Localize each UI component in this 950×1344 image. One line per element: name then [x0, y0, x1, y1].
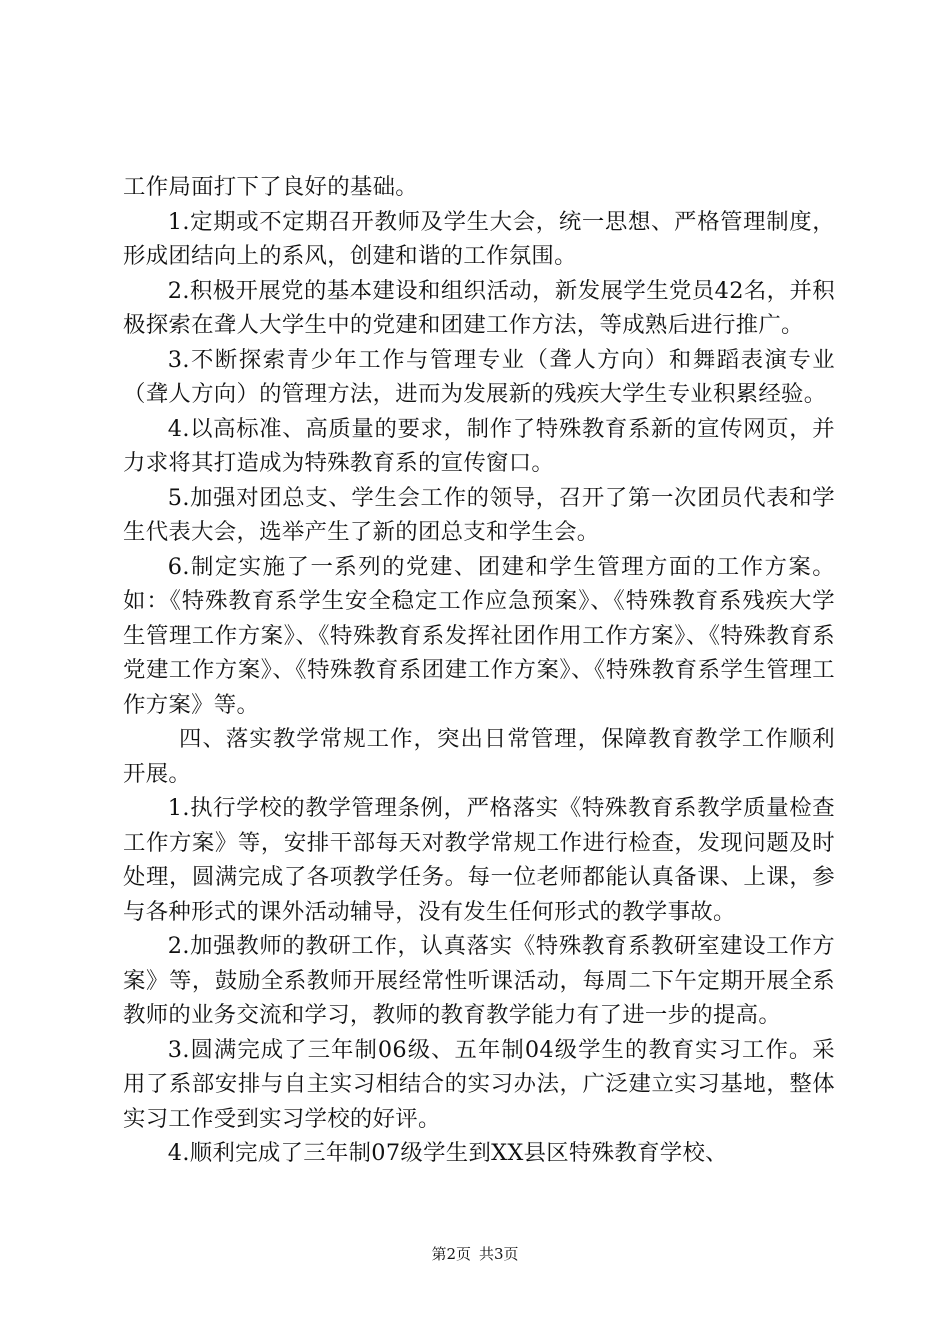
- paragraph-item-4: 4.以高标准、高质量的要求，制作了特殊教育系新的宣传网页，并力求将其打造成为特殊教育系的宣传窗口。: [123, 415, 835, 476]
- page-total: 共3页: [479, 1245, 519, 1263]
- paragraph-teaching-2: 2.加强教师的教研工作，认真落实《特殊教育系教研室建设工作方案》等，鼓励全系教师开展经常性听课活动，每周二下午定期开展全系教师的业务交流和学习，教师的教育教学能力有了进一步的提高。: [123, 933, 835, 1028]
- page-number: 第2页: [431, 1245, 471, 1263]
- document-body: [123, 170, 835, 1171]
- page-footer: [0, 1244, 950, 1264]
- paragraph-teaching-1: 1.执行学校的教学管理条例，严格落实《特殊教育系教学质量检查工作方案》等，安排干部每天对教学常规工作进行检查，发现问题及时处理，圆满完成了各项教学任务。每一位老师都能认真备课、上课，参与各种形式的课外活动辅导，没有发生任何形式的教学事故。: [123, 795, 835, 925]
- paragraph-item-1: 1.定期或不定期召开教师及学生大会，统一思想、严格管理制度，形成团结向上的系风，创建和谐的工作氛围。: [123, 208, 835, 269]
- paragraph-teaching-3: 3.圆满完成了三年制06级、五年制04级学生的教育实习工作。采用了系部安排与自主实习相结合的实习办法，广泛建立实习基地，整体实习工作受到实习学校的好评。: [123, 1036, 835, 1132]
- paragraph-continuation: 工作局面打下了良好的基础。: [123, 174, 418, 200]
- paragraph-item-2: 2.积极开展党的基本建设和组织活动，新发展学生党员42名，并积极探索在聋人大学生中的党建和团建工作方法，等成熟后进行推广。: [123, 277, 835, 338]
- paragraph-item-5: 5.加强对团总支、学生会工作的领导，召开了第一次团员代表和学生代表大会，选举产生了新的团总支和学生会。: [123, 484, 835, 545]
- paragraph-teaching-4: 4.顺利完成了三年制07级学生到XX县区特殊教育学校、: [167, 1140, 728, 1166]
- section-heading-four: 四、落实教学常规工作，突出日常管理，保障教育教学工作顺利开展。: [123, 726, 835, 787]
- paragraph-item-6: 6.制定实施了一系列的党建、团建和学生管理方面的工作方案。如：《特殊教育系学生安全稳定工作应急预案》、《特殊教育系残疾大学生管理工作方案》、《特殊教育系发挥社团作用工作方案》、《特殊教育系党建工作方案》、《特殊教育系团建工作方案》、《特殊教育系学生管理工作方案》等。: [123, 553, 835, 718]
- paragraph-item-3: 3.不断探索青少年工作与管理专业（聋人方向）和舞蹈表演专业（聋人方向）的管理方法，进而为发展新的残疾大学生专业积累经验。: [123, 346, 835, 407]
